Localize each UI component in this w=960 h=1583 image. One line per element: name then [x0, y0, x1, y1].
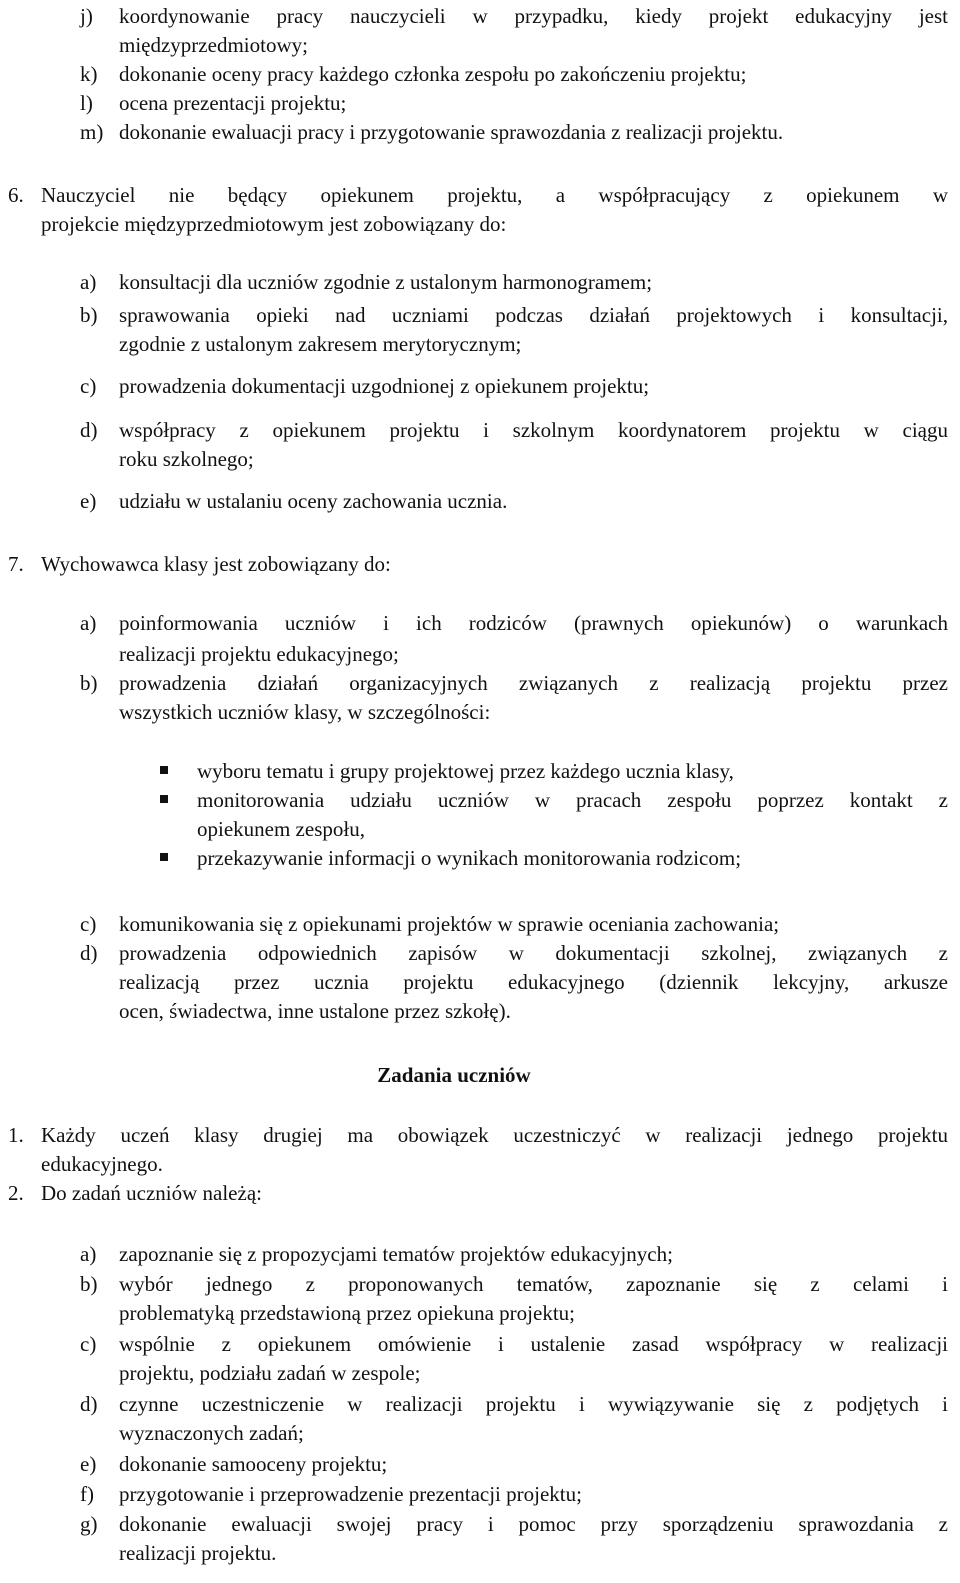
- list-marker: m): [80, 120, 104, 144]
- paragraph-text: edukacyjnego.: [41, 1152, 163, 1176]
- point-number: 1.: [8, 1123, 24, 1147]
- list-item-text: realizacji projektu.: [119, 1541, 277, 1565]
- list-marker: c): [80, 912, 97, 936]
- point-number: 2.: [8, 1181, 24, 1205]
- list-item-text: prowadzenia działań organizacyjnych związanych z realizacją projektu przez: [119, 671, 948, 695]
- list-marker: a): [80, 611, 97, 635]
- list-item-text: roku szkolnego;: [119, 447, 254, 471]
- list-item-text: prowadzenia odpowiednich zapisów w dokumentacji szkolnej, związanych z: [119, 941, 948, 965]
- list-item-text: komunikowania się z opiekunami projektów w sprawie oceniania zachowania;: [119, 912, 780, 936]
- list-item-text: dokonanie oceny pracy każdego członka zespołu po zakończeniu projektu;: [119, 62, 747, 86]
- bullet-item-text: opiekunem zespołu,: [197, 817, 365, 841]
- list-item-text: międzyprzedmiotowy;: [119, 33, 308, 57]
- paragraph-text: Nauczyciel nie będący opiekunem projektu, a współpracujący z opiekunem w: [41, 183, 948, 207]
- paragraph-text: Wychowawca klasy jest zobowiązany do:: [41, 552, 391, 576]
- list-item-text: prowadzenia dokumentacji uzgodnionej z opiekunem projektu;: [119, 374, 650, 398]
- point-number: 6.: [8, 183, 24, 207]
- list-item-text: problematyką przedstawioną przez opiekuna projektu;: [119, 1301, 575, 1325]
- paragraph-text: Do zadań uczniów należą:: [41, 1181, 262, 1205]
- bullet-item-text: przekazywanie informacji o wynikach monitorowania rodzicom;: [197, 846, 742, 870]
- list-item-text: koordynowanie pracy nauczycieli w przypadku, kiedy projekt edukacyjny jest: [119, 4, 948, 28]
- list-marker: a): [80, 1242, 97, 1266]
- list-item-text: projektu, podziału zadań w zespole;: [119, 1361, 421, 1385]
- list-item-text: realizacji projektu edukacyjnego;: [119, 642, 399, 666]
- list-item-text: współpracy z opiekunem projektu i szkolnym koordynatorem projektu w ciągu: [119, 418, 948, 442]
- list-marker: g): [80, 1512, 98, 1536]
- list-marker: c): [80, 1332, 97, 1356]
- list-item-text: przygotowanie i przeprowadzenie prezentacji projektu;: [119, 1482, 582, 1506]
- list-marker: b): [80, 303, 98, 327]
- list-item-text: ocen, świadectwa, inne ustalone przez szkołę).: [119, 999, 511, 1023]
- list-marker: e): [80, 1452, 97, 1476]
- list-marker: b): [80, 1272, 98, 1296]
- list-marker: d): [80, 941, 98, 965]
- list-item-text: wspólnie z opiekunem omówienie i ustalenie zasad współpracy w realizacji: [119, 1332, 948, 1356]
- paragraph-text: Każdy uczeń klasy drugiej ma obowiązek uczestniczyć w realizacji jednego projektu: [41, 1123, 948, 1147]
- list-marker: c): [80, 374, 97, 398]
- list-marker: l): [80, 91, 93, 115]
- bullet-item-text: wyboru tematu i grupy projektowej przez każdego ucznia klasy,: [197, 759, 734, 783]
- point-number: 7.: [8, 552, 24, 576]
- list-item-text: wyznaczonych zadań;: [119, 1421, 304, 1445]
- list-marker: j): [80, 4, 93, 28]
- square-bullet-icon: [160, 795, 168, 803]
- list-item-text: poinformowania uczniów i ich rodziców (prawnych opiekunów) o warunkach: [119, 611, 948, 635]
- list-item-text: dokonanie ewaluacji swojej pracy i pomoc przy sporządzeniu sprawozdania z: [119, 1512, 948, 1536]
- list-item-text: konsultacji dla uczniów zgodnie z ustalonym harmonogramem;: [119, 270, 653, 294]
- list-marker: a): [80, 270, 97, 294]
- list-item-text: zapoznanie się z propozycjami tematów projektów edukacyjnych;: [119, 1242, 673, 1266]
- list-marker: k): [80, 62, 98, 86]
- bullet-item-text: monitorowania udziału uczniów w pracach zespołu poprzez kontakt z: [197, 788, 948, 812]
- square-bullet-icon: [160, 766, 168, 774]
- list-marker: b): [80, 671, 98, 695]
- list-item-text: dokonanie samooceny projektu;: [119, 1452, 388, 1476]
- section-heading: Zadania uczniów: [377, 1063, 531, 1087]
- list-marker: d): [80, 418, 98, 442]
- list-item-text: realizacją przez ucznia projektu edukacyjnego (dziennik lekcyjny, arkusze: [119, 970, 948, 994]
- list-item-text: wybór jednego z proponowanych tematów, zapoznanie się z celami i: [119, 1272, 948, 1296]
- list-item-text: dokonanie ewaluacji pracy i przygotowanie sprawozdania z realizacji projektu.: [119, 120, 784, 144]
- list-marker: e): [80, 489, 97, 513]
- list-marker: f): [80, 1482, 94, 1506]
- list-marker: d): [80, 1392, 98, 1416]
- list-item-text: czynne uczestniczenie w realizacji projektu i wywiązywanie się z podjętych i: [119, 1392, 948, 1416]
- list-item-text: wszystkich uczniów klasy, w szczególności:: [119, 700, 491, 724]
- list-item-text: sprawowania opieki nad uczniami podczas działań projektowych i konsultacji,: [119, 303, 948, 327]
- list-item-text: udziału w ustalaniu oceny zachowania ucznia.: [119, 489, 508, 513]
- list-item-text: ocena prezentacji projektu;: [119, 91, 347, 115]
- square-bullet-icon: [160, 853, 168, 861]
- paragraph-text: projekcie międzyprzedmiotowym jest zobowiązany do:: [41, 212, 507, 236]
- list-item-text: zgodnie z ustalonym zakresem merytorycznym;: [119, 332, 522, 356]
